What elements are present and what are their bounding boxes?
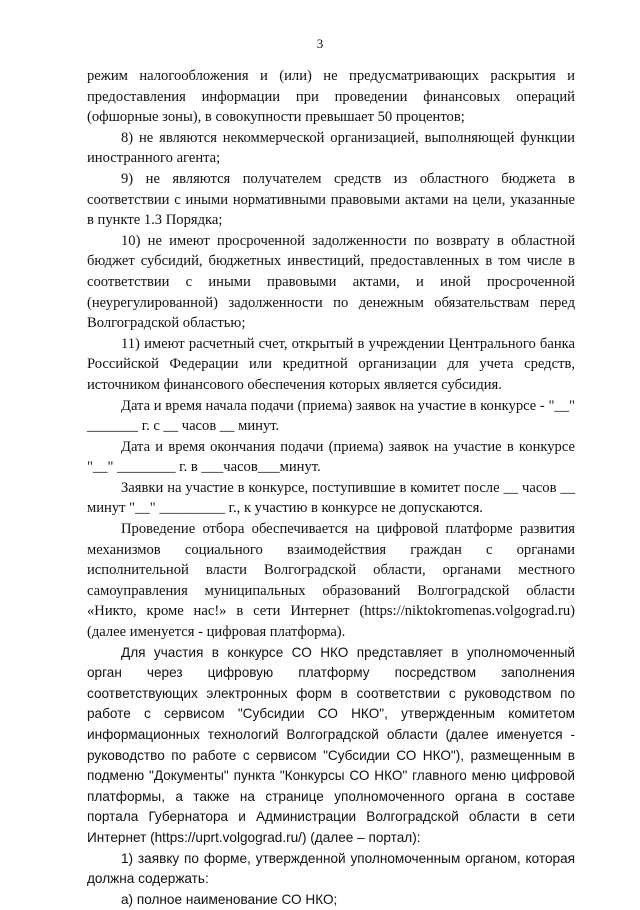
paragraph-application-form: 1) заявку по форме, утвержденной уполномоченным органом, которая должна содержать: bbox=[87, 850, 575, 887]
document-body bbox=[87, 66, 575, 910]
paragraph-full-name: а) полное наименование СО НКО; bbox=[121, 891, 338, 907]
paragraph-digital-platform: Проведение отбора обеспечивается на цифровой платформе развития механизмов социального взаимодействия граждан с органами исполнительной власти Волгоградской области, органами местного самоуправления муниципальных образований Волгоградской области «Никто, кроме нас!» в сети Интернет (https://niktokromenas.volgograd.ru) (далее именуется - цифровая платформа). bbox=[87, 521, 575, 641]
paragraph-item-9: 9) не являются получателем средств из областного бюджета в соответствии с иными нормативными правовыми актами на цели, указанные в пункте 1.3 Порядка; bbox=[87, 170, 575, 229]
paragraph-late-applications: Заявки на участие в конкурсе, поступившие в комитет после __ часов __ минут "__" _________ г., к участию в конкурсе не допускаются. bbox=[87, 479, 575, 517]
paragraph-submission-end: Дата и время окончания подачи (приема) заявок на участие в конкурсе "__" ________ г. в ___часов___минут. bbox=[87, 438, 575, 476]
paragraph-item-8: 8) не являются некоммерческой организацией, выполняющей функции иностранного агента; bbox=[87, 129, 575, 167]
paragraph-participation: Для участия в конкурсе СО НКО представляет в уполномоченный орган через цифровую платформу посредством заполнения соответствующих электронных форм в соответствии с руководством по работе с сервисом "Субсидии СО НКО", утвержденным комитетом информационных технологий Волгоградской области (далее именуется - руководство по работе с сервисом "Субсидии СО НКО"), размещенным в подменю "Документы" пункта "Конкурсы СО НКО" главного меню цифровой платформы, а также на странице уполномоченного органа в составе портала Губернатора и Администрации Волгоградской области в сети Интернет (https://uprt.volgograd.ru/) (далее – портал): bbox=[87, 644, 575, 845]
paragraph-item-11: 11) имеют расчетный счет, открытый в учреждении Центрального банка Российской Федерации или кредитной организации для учета средств, источником финансового обеспечения которых является субсидия. bbox=[87, 335, 575, 393]
paragraph-offshore: режим налогообложения и (или) не предусматривающих раскрытия и предоставления информации при проведении финансовых операций (офшорные зоны), в совокупности превышает 50 процентов; bbox=[87, 68, 575, 126]
page-number: 3 bbox=[316, 36, 324, 51]
paragraph-item-10: 10) не имеют просроченной задолженности по возврату в областной бюджет субсидий, бюджетных инвестиций, предоставленных в том числе в соответствии с иными правовыми актами, и иной просроченной (неурегулированной) задолженности по денежным обязательствам перед Волгоградской областью; bbox=[87, 232, 575, 332]
paragraph-submission-start: Дата и время начала подачи (приема) заявок на участие в конкурсе - "__" _______ г. с __ часов __ минут. bbox=[87, 397, 575, 435]
